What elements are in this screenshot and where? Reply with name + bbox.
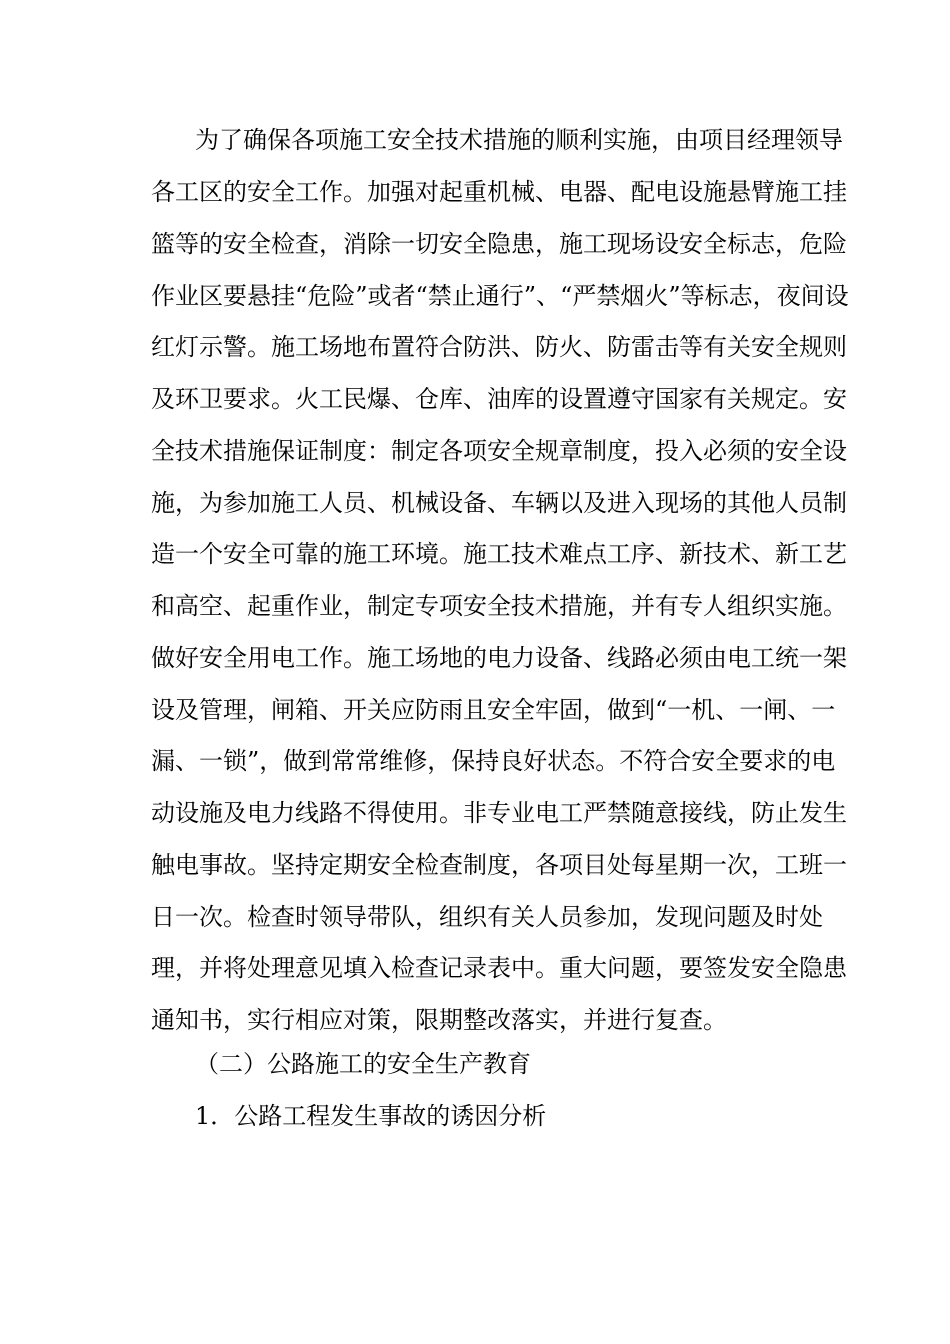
paragraph-line-17: 理，并将处理意见填入检查记录表中。重大问题，要签发安全隐患 [151,954,847,982]
paragraph-line-4: 作业区要悬挂“危险”或者“禁止通行”、“严禁烟火”等标志，夜间设 [151,282,849,310]
paragraph-line-9: 造一个安全可靠的施工环境。施工技术难点工序、新技术、新工艺 [151,540,847,568]
subsection-heading: 1．公路工程发生事故的诱因分析 [195,1102,547,1130]
paragraph-line-12: 设及管理，闸箱、开关应防雨且安全牢固，做到“一机、一闸、一 [151,696,836,724]
paragraph-line-10: 和高空、起重作业，制定专项安全技术措施，并有专人组织实施。 [151,592,847,620]
paragraph-line-15: 触电事故。坚持定期安全检查制度，各项目处每星期一次，工班一 [151,851,847,879]
paragraph-line-5: 红灯示警。施工场地布置符合防洪、防火、防雷击等有关安全规则 [151,333,847,361]
paragraph-line-6: 及环卫要求。火工民爆、仓库、油库的设置遵守国家有关规定。安 [151,385,847,413]
paragraph-line-1: 为了确保各项施工安全技术措施的顺利实施，由项目经理领导 [195,126,843,154]
paragraph-line-8: 施，为参加施工人员、机械设备、车辆以及进入现场的其他人员制 [151,489,847,517]
paragraph-line-18: 通知书，实行相应对策，限期整改落实，并进行复查。 [151,1006,727,1034]
paragraph-line-14: 动设施及电力线路不得使用。非专业电工严禁随意接线，防止发生 [151,799,847,827]
paragraph-line-13: 漏、一锁”，做到常常维修，保持良好状态。不符合安全要求的电 [151,747,836,775]
paragraph-line-11: 做好安全用电工作。施工场地的电力设备、线路必须由电工统一架 [151,644,847,672]
paragraph-line-7: 全技术措施保证制度：制定各项安全规章制度，投入必须的安全设 [151,437,847,465]
paragraph-line-2: 各工区的安全工作。加强对起重机械、电器、配电设施悬臂施工挂 [151,178,847,206]
paragraph-line-3: 篮等的安全检查，消除一切安全隐患，施工现场设安全标志，危险 [151,230,847,258]
section-heading: （二）公路施工的安全生产教育 [195,1050,531,1078]
paragraph-line-16: 日一次。检查时领导带队，组织有关人员参加，发现问题及时处 [151,903,823,931]
